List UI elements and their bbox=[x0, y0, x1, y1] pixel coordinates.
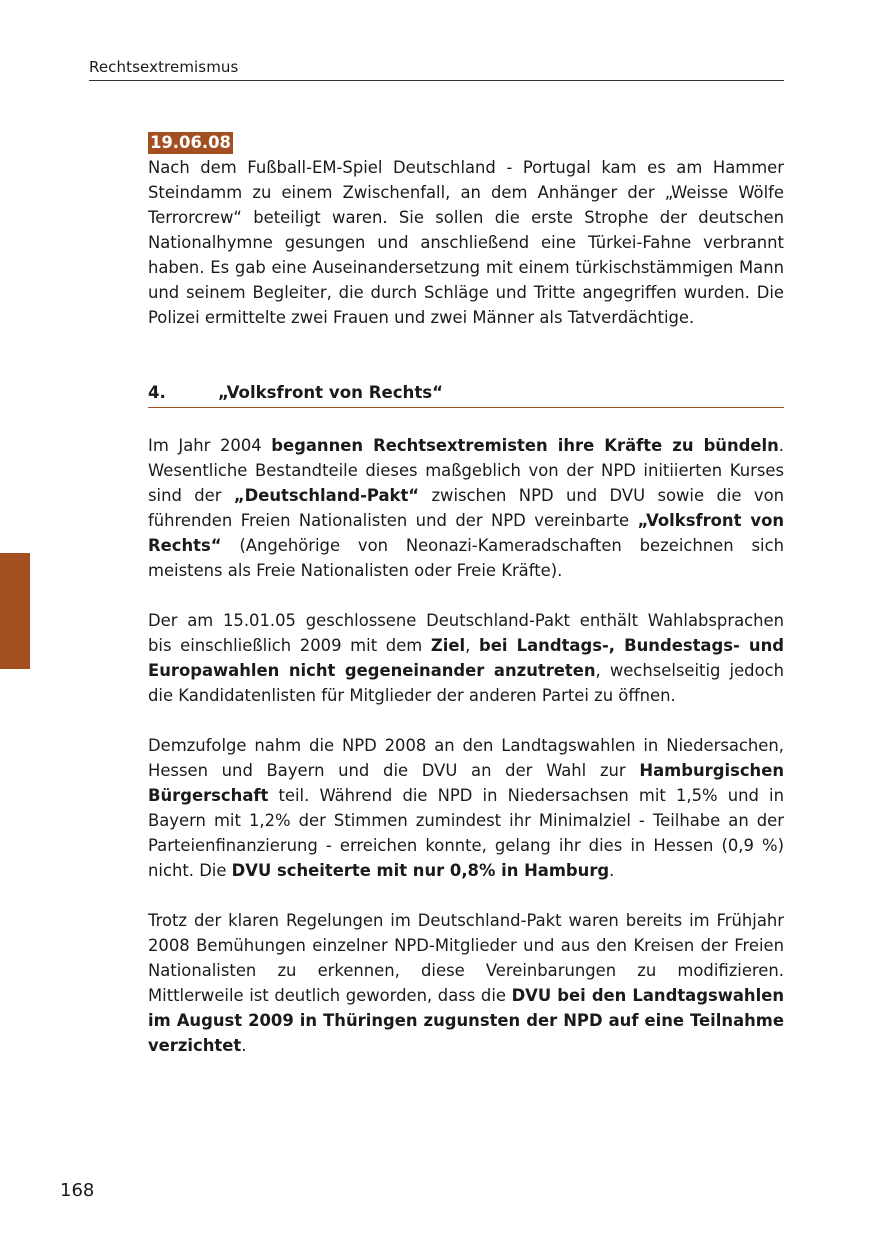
section-heading bbox=[148, 380, 784, 408]
paragraph-3-bold-2: DVU scheiterte mit nur 0,8% in Hamburg bbox=[231, 861, 610, 880]
paragraph-4 bbox=[148, 908, 784, 1058]
paragraph-4-bold-1: DVU bei den Landtagswahlen im August 2009 in Thüringen zugunsten der NPD auf eine Teilnahme verzichtet bbox=[148, 986, 784, 1055]
paragraph-3 bbox=[148, 733, 784, 883]
paragraph-2-text-1: Der am 15.01.05 geschlossene Deutschland-Pakt enthält Wahlabsprachen bis einschließlich 2009 mit dem bbox=[148, 611, 784, 655]
paragraph-1-bold-1: begannen Rechtsextremisten ihre Kräfte zu bündeln bbox=[271, 436, 779, 455]
paragraph-4-text-2: . bbox=[241, 1036, 247, 1055]
paragraph-2-text-3: , wechselseitig jedoch die Kandidatenlisten für Mitglieder der anderen Partei zu öffnen. bbox=[148, 661, 784, 705]
page-number: 168 bbox=[60, 1180, 95, 1201]
chronicle-entry bbox=[148, 130, 784, 330]
paragraph-2 bbox=[148, 608, 784, 708]
page-content bbox=[148, 130, 784, 1083]
paragraph-1-bold-2: „Deutschland-Pakt“ bbox=[233, 486, 420, 505]
paragraph-3-text-2: teil. Während die NPD in Niedersachsen mit 1,5% und in Bayern mit 1,2% der Stimmen zumindest ihr Minimalziel - Teilhabe an der Parteienfinanzierung - erreichen konnte, gelang ihr dies in Hessen (0,9 %) nicht. Die bbox=[148, 786, 784, 880]
paragraph-1 bbox=[148, 433, 784, 583]
entry-text: Nach dem Fußball-EM-Spiel Deutschland - Portugal kam es am Hammer Steindamm zu einem Zwischenfall, an dem Anhänger der „Weisse Wölfe Terrorcrew“ beteiligt waren. Sie sollen die erste Strophe der deutschen Nationalhymne gesungen und anschließend eine Türkei-Fahne verbrannt haben. Es gab eine Auseinandersetzung mit einem türkischstämmigen Mann und seinem Begleiter, die durch Schläge und Tritte angegriffen wurden. Die Polizei ermittelte zwei Frauen und zwei Männer als Tatverdächtige. bbox=[148, 158, 784, 327]
entry-date-badge: 19.06.08 bbox=[150, 133, 231, 152]
chapter-side-tab bbox=[0, 553, 30, 669]
paragraph-1-text-2: . Wesentliche Bestandteile dieses maßgeblich von der NPD initiierten Kurses sind der bbox=[148, 436, 785, 505]
paragraph-3-bold-1: Hamburgischen Bürgerschaft bbox=[148, 761, 784, 805]
paragraph-2-text-2: , bbox=[465, 636, 480, 655]
paragraph-2-bold-1: Ziel bbox=[430, 636, 466, 655]
paragraph-3-text-1: Demzufolge nahm die NPD 2008 an den Landtagswahlen in Niedersachen, Hessen und Bayern und die DVU an der Wahl zur bbox=[148, 736, 784, 780]
paragraph-2-bold-2: bei Landtags-, Bundestags- und Europawahlen nicht gegeneinander anzutreten bbox=[148, 636, 785, 680]
running-header: Rechtsextremismus bbox=[89, 58, 784, 81]
paragraph-1-bold-3: „Volksfront von Rechts“ bbox=[148, 511, 784, 555]
paragraph-1-text-1: Im Jahr 2004 bbox=[148, 436, 272, 455]
paragraph-1-text-3: zwischen NPD und DVU sowie die von führenden Freien Nationalisten und der NPD vereinbarte bbox=[148, 486, 784, 530]
paragraph-3-text-3: . bbox=[609, 861, 615, 880]
section-number: 4. bbox=[148, 383, 166, 402]
paragraph-1-text-4: (Angehörige von Neonazi-Kameradschaften bezeichnen sich meistens als Freie Nationalisten oder Freie Kräfte). bbox=[148, 536, 784, 580]
paragraph-4-text-1: Trotz der klaren Regelungen im Deutschland-Pakt waren bereits im Frühjahr 2008 Bemühungen einzelner NPD-Mitglieder und aus den Kreisen der Freien Nationalisten zu erkennen, diese Vereinbarungen zu modifizieren. Mittlerweile ist deutlich geworden, dass die bbox=[148, 911, 784, 1005]
section-title: „Volksfront von Rechts“ bbox=[218, 383, 444, 402]
